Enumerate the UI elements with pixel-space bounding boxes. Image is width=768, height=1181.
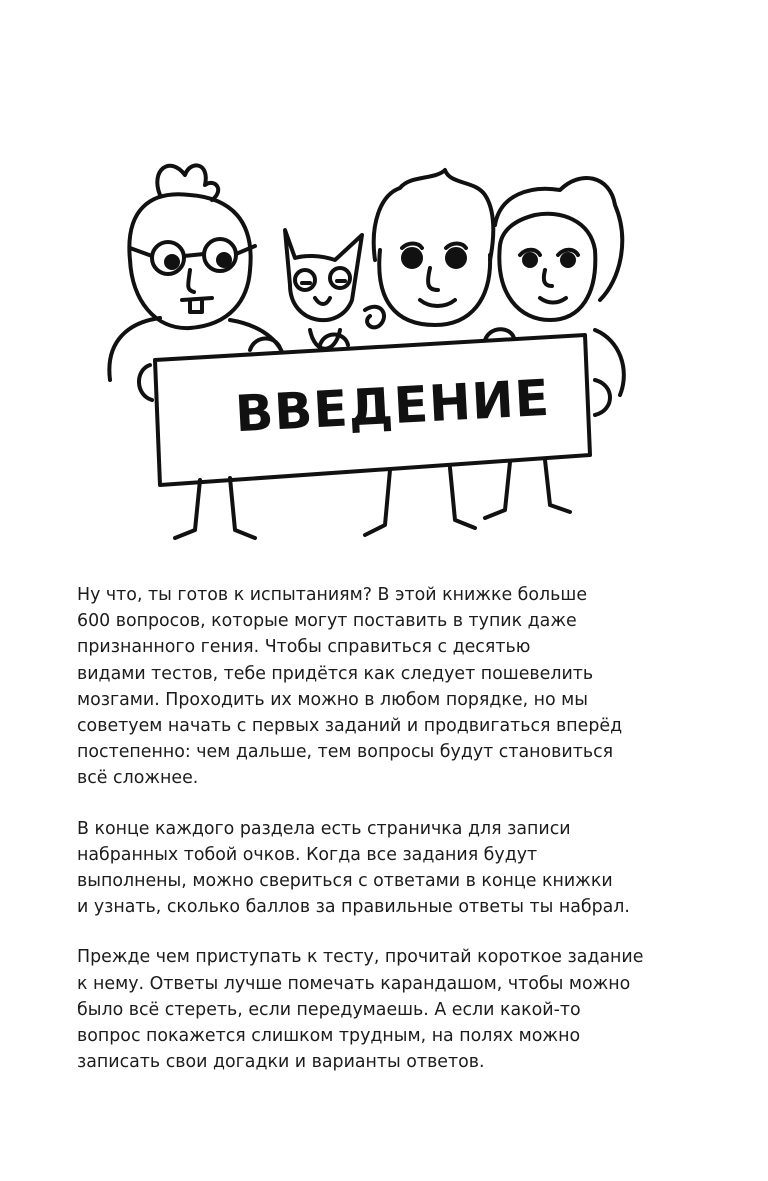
paragraph: В конце каждого раздела есть страничка для записи набранных тобой очков. Когда все задания будут выполнены, можно свериться с ответами в конце книжки и узнать, сколько баллов за правильные ответы ты набрал. bbox=[77, 818, 630, 918]
characters-illustration bbox=[90, 150, 650, 550]
cat-figure bbox=[285, 230, 384, 349]
boy-figure bbox=[374, 170, 494, 325]
paragraph: Ну что, ты готов к испытаниям? В этой книжке больше 600 вопросов, которые могут поставить в тупик даже признанного гения. Чтобы справиться с десятью видами тестов, тебе придётся как следует пошевелить мозгами. Проходить их можно в любом порядке, но мы советуем начать с первых заданий и продвигаться вперёд постепенно: чем дальше, тем вопросы будут становиться всё сложнее. bbox=[77, 585, 623, 789]
chapter-title: ВВЕДЕНИЕ bbox=[233, 368, 552, 444]
professor-figure bbox=[109, 165, 285, 380]
intro-text bbox=[77, 582, 677, 1099]
paragraph: Прежде чем приступать к тесту, прочитай короткое задание к нему. Ответы лучше помечать карандашом, чтобы можно было всё стереть, если передумаешь. А если какой-то вопрос покажется слишком трудным, на полях можно записать свои догадки и варианты ответов. bbox=[77, 947, 644, 1073]
